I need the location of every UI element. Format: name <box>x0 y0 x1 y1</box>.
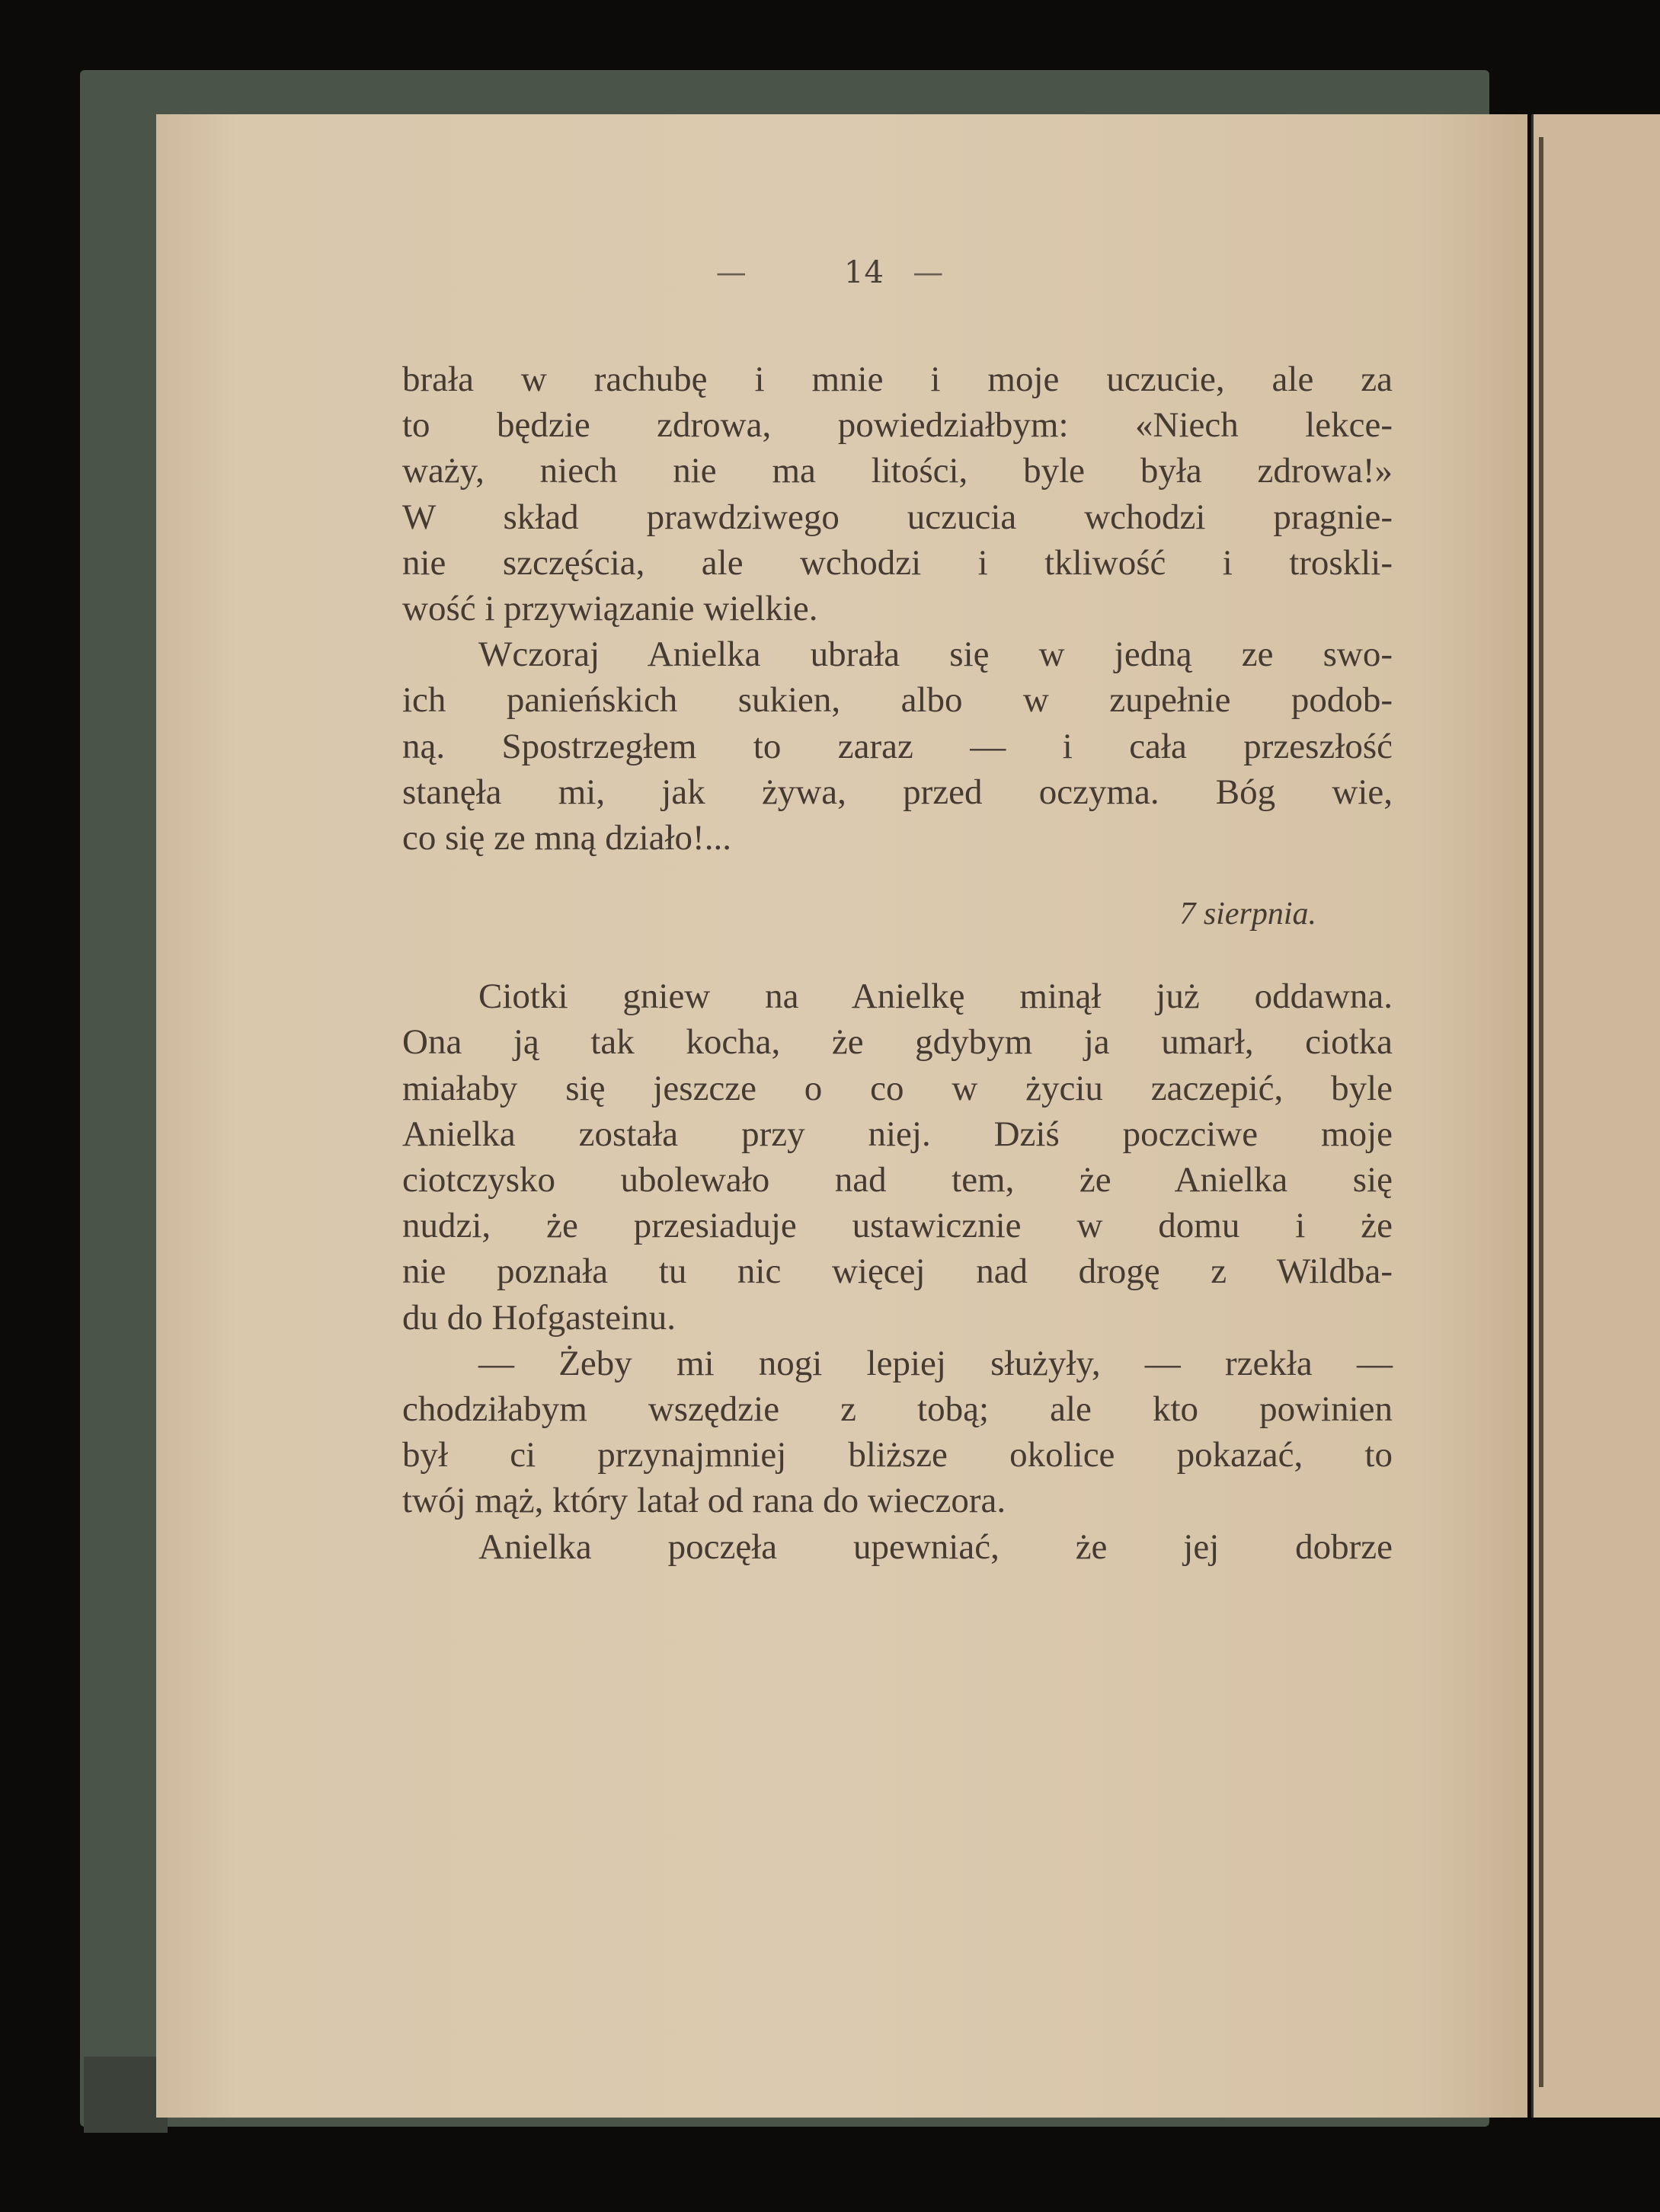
text-line: brała w rachubę i mnie i moje uczucie, ale za <box>402 360 1393 399</box>
text-line: du do Hofgasteinu. <box>402 1297 676 1338</box>
page-gutter-shadow <box>1539 137 1543 2087</box>
page-body-text <box>402 356 1393 1570</box>
text-line: wość i przywiązanie wielkie. <box>402 588 818 628</box>
text-line: ich panieńskich sukien, albo w zupełnie podob- <box>402 680 1393 721</box>
text-line: ną. Spostrzegłem to zaraz — i cała przeszłość <box>402 726 1393 766</box>
text-line: to będzie zdrowa, powiedziałbym: «Niech lekce- <box>402 405 1393 446</box>
header-dash-right: — <box>913 255 945 290</box>
text-line: twój mąż, który latał od rana do wieczora. <box>402 1481 1006 1521</box>
book-page-right-edge <box>1531 114 1660 2118</box>
text-line: Ona ją tak kocha, że gdybym ja umarł, ciotka <box>402 1022 1393 1063</box>
text-line: chodziłabym wszędzie z tobą; ale kto powinien <box>402 1389 1393 1429</box>
text-line: nudzi, że przesiaduje ustawicznie w domu i że <box>402 1206 1393 1246</box>
page-number: 14 <box>844 255 884 290</box>
text-line: Wczoraj Anielka ubrała się w jedną ze swo- <box>478 635 1393 675</box>
text-line: Anielka poczęła upewniać, że jej dobrze <box>478 1526 1393 1567</box>
text-line: miałaby się jeszcze o co w życiu zaczepić, byle <box>402 1068 1393 1108</box>
diary-date-heading: 7 sierpnia. <box>1179 897 1316 932</box>
page-header <box>0 255 1660 290</box>
text-line: — Żeby mi nogi lepiej służyły, — rzekła — <box>478 1343 1393 1383</box>
text-line: nie poznała tu nic więcej nad drogę z Wildba- <box>402 1251 1393 1292</box>
header-dash-left: — <box>715 255 747 290</box>
cover-worn-corner <box>84 2057 168 2133</box>
text-line: co się ze mną działo!... <box>402 817 731 858</box>
text-line: waży, niech nie ma litości, byle była zdrowa!» <box>402 451 1393 491</box>
text-line: W skład prawdziwego uczucia wchodzi pragnie- <box>402 497 1393 537</box>
text-line: był ci przynajmniej bliższe okolice pokazać, to <box>402 1435 1393 1475</box>
text-line: stanęła mi, jak żywa, przed oczyma. Bóg wie, <box>402 772 1393 812</box>
text-line: ciotczysko ubolewało nad tem, że Anielka się <box>402 1160 1393 1200</box>
text-line: Anielka została przy niej. Dziś poczciwe moje <box>402 1114 1393 1154</box>
text-line: nie szczęścia, ale wchodzi i tkliwość i troskli- <box>402 542 1393 583</box>
text-line: Ciotki gniew na Anielkę minął już oddawna. <box>478 977 1393 1017</box>
